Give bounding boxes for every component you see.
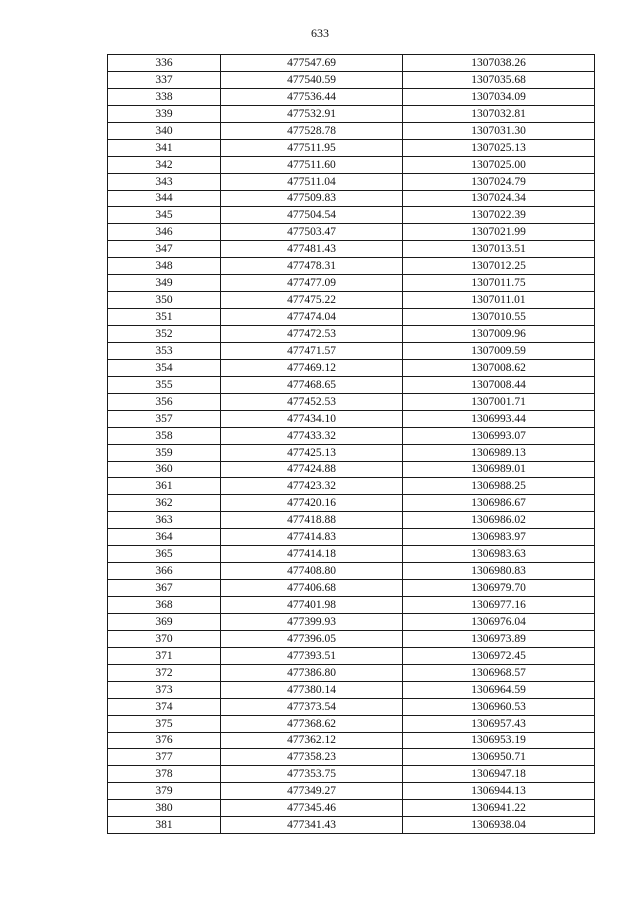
point-number-cell: 381 bbox=[108, 817, 221, 834]
point-number-cell: 361 bbox=[108, 478, 221, 495]
table-row bbox=[108, 88, 595, 105]
point-number-cell: 352 bbox=[108, 326, 221, 343]
coordinates-table bbox=[107, 54, 595, 834]
point-number-cell: 357 bbox=[108, 410, 221, 427]
point-number-cell: 370 bbox=[108, 630, 221, 647]
table-row bbox=[108, 309, 595, 326]
page-number: 633 bbox=[311, 26, 329, 40]
y-coordinate-cell: 1306986.67 bbox=[403, 495, 595, 512]
y-coordinate-cell: 1307024.79 bbox=[403, 173, 595, 190]
point-number-cell: 364 bbox=[108, 529, 221, 546]
y-coordinate-cell: 1307010.55 bbox=[403, 309, 595, 326]
point-number-cell: 367 bbox=[108, 580, 221, 597]
y-coordinate-cell: 1306960.53 bbox=[403, 698, 595, 715]
y-coordinate-cell: 1306980.83 bbox=[403, 563, 595, 580]
x-coordinate-cell: 477509.83 bbox=[221, 190, 403, 207]
point-number-cell: 362 bbox=[108, 495, 221, 512]
point-number-cell: 346 bbox=[108, 224, 221, 241]
point-number-cell: 377 bbox=[108, 749, 221, 766]
table-row bbox=[108, 664, 595, 681]
y-coordinate-cell: 1307021.99 bbox=[403, 224, 595, 241]
point-number-cell: 350 bbox=[108, 292, 221, 309]
y-coordinate-cell: 1306941.22 bbox=[403, 800, 595, 817]
x-coordinate-cell: 477414.18 bbox=[221, 546, 403, 563]
table-row bbox=[108, 597, 595, 614]
y-coordinate-cell: 1307011.01 bbox=[403, 292, 595, 309]
x-coordinate-cell: 477423.32 bbox=[221, 478, 403, 495]
y-coordinate-cell: 1307034.09 bbox=[403, 88, 595, 105]
x-coordinate-cell: 477414.83 bbox=[221, 529, 403, 546]
y-coordinate-cell: 1307025.00 bbox=[403, 156, 595, 173]
point-number-cell: 345 bbox=[108, 207, 221, 224]
table-row bbox=[108, 292, 595, 309]
y-coordinate-cell: 1306972.45 bbox=[403, 647, 595, 664]
table-row bbox=[108, 580, 595, 597]
point-number-cell: 339 bbox=[108, 105, 221, 122]
x-coordinate-cell: 477472.53 bbox=[221, 326, 403, 343]
x-coordinate-cell: 477393.51 bbox=[221, 647, 403, 664]
point-number-cell: 380 bbox=[108, 800, 221, 817]
y-coordinate-cell: 1307022.39 bbox=[403, 207, 595, 224]
x-coordinate-cell: 477532.91 bbox=[221, 105, 403, 122]
point-number-cell: 351 bbox=[108, 309, 221, 326]
point-number-cell: 347 bbox=[108, 241, 221, 258]
y-coordinate-cell: 1306983.97 bbox=[403, 529, 595, 546]
table-row bbox=[108, 647, 595, 664]
table-row bbox=[108, 529, 595, 546]
y-coordinate-cell: 1306964.59 bbox=[403, 681, 595, 698]
table-row bbox=[108, 681, 595, 698]
y-coordinate-cell: 1306993.07 bbox=[403, 427, 595, 444]
table-row bbox=[108, 122, 595, 139]
x-coordinate-cell: 477368.62 bbox=[221, 715, 403, 732]
table-row bbox=[108, 190, 595, 207]
point-number-cell: 354 bbox=[108, 359, 221, 376]
point-number-cell: 343 bbox=[108, 173, 221, 190]
x-coordinate-cell: 477471.57 bbox=[221, 342, 403, 359]
table-row bbox=[108, 512, 595, 529]
table-row bbox=[108, 478, 595, 495]
x-coordinate-cell: 477536.44 bbox=[221, 88, 403, 105]
table-row bbox=[108, 749, 595, 766]
x-coordinate-cell: 477477.09 bbox=[221, 275, 403, 292]
y-coordinate-cell: 1306947.18 bbox=[403, 766, 595, 783]
point-number-cell: 353 bbox=[108, 342, 221, 359]
point-number-cell: 378 bbox=[108, 766, 221, 783]
x-coordinate-cell: 477380.14 bbox=[221, 681, 403, 698]
table-row bbox=[108, 546, 595, 563]
point-number-cell: 337 bbox=[108, 71, 221, 88]
table-row bbox=[108, 800, 595, 817]
y-coordinate-cell: 1307008.62 bbox=[403, 359, 595, 376]
y-coordinate-cell: 1306953.19 bbox=[403, 732, 595, 749]
y-coordinate-cell: 1307038.26 bbox=[403, 55, 595, 72]
x-coordinate-cell: 477420.16 bbox=[221, 495, 403, 512]
x-coordinate-cell: 477401.98 bbox=[221, 597, 403, 614]
table-row bbox=[108, 783, 595, 800]
point-number-cell: 338 bbox=[108, 88, 221, 105]
table-row bbox=[108, 410, 595, 427]
x-coordinate-cell: 477540.59 bbox=[221, 71, 403, 88]
table-row bbox=[108, 698, 595, 715]
table-row bbox=[108, 393, 595, 410]
y-coordinate-cell: 1306950.71 bbox=[403, 749, 595, 766]
table-row bbox=[108, 359, 595, 376]
table-row bbox=[108, 766, 595, 783]
x-coordinate-cell: 477418.88 bbox=[221, 512, 403, 529]
y-coordinate-cell: 1307031.30 bbox=[403, 122, 595, 139]
table-row bbox=[108, 105, 595, 122]
x-coordinate-cell: 477386.80 bbox=[221, 664, 403, 681]
x-coordinate-cell: 477474.04 bbox=[221, 309, 403, 326]
x-coordinate-cell: 477408.80 bbox=[221, 563, 403, 580]
y-coordinate-cell: 1307024.34 bbox=[403, 190, 595, 207]
table-row bbox=[108, 732, 595, 749]
table-row bbox=[108, 630, 595, 647]
table-row bbox=[108, 817, 595, 834]
y-coordinate-cell: 1306979.70 bbox=[403, 580, 595, 597]
table-row bbox=[108, 563, 595, 580]
y-coordinate-cell: 1307035.68 bbox=[403, 71, 595, 88]
point-number-cell: 368 bbox=[108, 597, 221, 614]
point-number-cell: 375 bbox=[108, 715, 221, 732]
x-coordinate-cell: 477345.46 bbox=[221, 800, 403, 817]
y-coordinate-cell: 1307001.71 bbox=[403, 393, 595, 410]
x-coordinate-cell: 477478.31 bbox=[221, 258, 403, 275]
y-coordinate-cell: 1306944.13 bbox=[403, 783, 595, 800]
point-number-cell: 371 bbox=[108, 647, 221, 664]
x-coordinate-cell: 477511.60 bbox=[221, 156, 403, 173]
y-coordinate-cell: 1306988.25 bbox=[403, 478, 595, 495]
x-coordinate-cell: 477528.78 bbox=[221, 122, 403, 139]
point-number-cell: 336 bbox=[108, 55, 221, 72]
table-row bbox=[108, 258, 595, 275]
table-row bbox=[108, 715, 595, 732]
y-coordinate-cell: 1307011.75 bbox=[403, 275, 595, 292]
x-coordinate-cell: 477424.88 bbox=[221, 461, 403, 478]
x-coordinate-cell: 477399.93 bbox=[221, 613, 403, 630]
x-coordinate-cell: 477353.75 bbox=[221, 766, 403, 783]
y-coordinate-cell: 1306973.89 bbox=[403, 630, 595, 647]
x-coordinate-cell: 477406.68 bbox=[221, 580, 403, 597]
x-coordinate-cell: 477341.43 bbox=[221, 817, 403, 834]
table-row bbox=[108, 376, 595, 393]
point-number-cell: 358 bbox=[108, 427, 221, 444]
table-row bbox=[108, 173, 595, 190]
y-coordinate-cell: 1306989.01 bbox=[403, 461, 595, 478]
point-number-cell: 340 bbox=[108, 122, 221, 139]
table-row bbox=[108, 71, 595, 88]
table-row bbox=[108, 207, 595, 224]
point-number-cell: 372 bbox=[108, 664, 221, 681]
x-coordinate-cell: 477511.95 bbox=[221, 139, 403, 156]
table-row bbox=[108, 55, 595, 72]
point-number-cell: 365 bbox=[108, 546, 221, 563]
y-coordinate-cell: 1306983.63 bbox=[403, 546, 595, 563]
y-coordinate-cell: 1307012.25 bbox=[403, 258, 595, 275]
y-coordinate-cell: 1306957.43 bbox=[403, 715, 595, 732]
table-row bbox=[108, 224, 595, 241]
point-number-cell: 359 bbox=[108, 444, 221, 461]
x-coordinate-cell: 477468.65 bbox=[221, 376, 403, 393]
table-row bbox=[108, 613, 595, 630]
x-coordinate-cell: 477481.43 bbox=[221, 241, 403, 258]
coordinates-table-body bbox=[108, 55, 595, 834]
x-coordinate-cell: 477503.47 bbox=[221, 224, 403, 241]
x-coordinate-cell: 477452.53 bbox=[221, 393, 403, 410]
x-coordinate-cell: 477475.22 bbox=[221, 292, 403, 309]
table-row bbox=[108, 427, 595, 444]
y-coordinate-cell: 1307009.96 bbox=[403, 326, 595, 343]
y-coordinate-cell: 1306976.04 bbox=[403, 613, 595, 630]
point-number-cell: 360 bbox=[108, 461, 221, 478]
table-row bbox=[108, 495, 595, 512]
x-coordinate-cell: 477504.54 bbox=[221, 207, 403, 224]
point-number-cell: 363 bbox=[108, 512, 221, 529]
x-coordinate-cell: 477547.69 bbox=[221, 55, 403, 72]
y-coordinate-cell: 1306977.16 bbox=[403, 597, 595, 614]
x-coordinate-cell: 477425.13 bbox=[221, 444, 403, 461]
y-coordinate-cell: 1307009.59 bbox=[403, 342, 595, 359]
table-row bbox=[108, 275, 595, 292]
point-number-cell: 373 bbox=[108, 681, 221, 698]
point-number-cell: 379 bbox=[108, 783, 221, 800]
y-coordinate-cell: 1306986.02 bbox=[403, 512, 595, 529]
table-row bbox=[108, 326, 595, 343]
table-row bbox=[108, 156, 595, 173]
point-number-cell: 342 bbox=[108, 156, 221, 173]
point-number-cell: 355 bbox=[108, 376, 221, 393]
point-number-cell: 369 bbox=[108, 613, 221, 630]
point-number-cell: 376 bbox=[108, 732, 221, 749]
point-number-cell: 348 bbox=[108, 258, 221, 275]
y-coordinate-cell: 1307013.51 bbox=[403, 241, 595, 258]
x-coordinate-cell: 477511.04 bbox=[221, 173, 403, 190]
y-coordinate-cell: 1307032.81 bbox=[403, 105, 595, 122]
x-coordinate-cell: 477362.12 bbox=[221, 732, 403, 749]
table-row bbox=[108, 241, 595, 258]
y-coordinate-cell: 1307025.13 bbox=[403, 139, 595, 156]
x-coordinate-cell: 477373.54 bbox=[221, 698, 403, 715]
table-row bbox=[108, 139, 595, 156]
y-coordinate-cell: 1306993.44 bbox=[403, 410, 595, 427]
point-number-cell: 344 bbox=[108, 190, 221, 207]
x-coordinate-cell: 477433.32 bbox=[221, 427, 403, 444]
table-row bbox=[108, 342, 595, 359]
x-coordinate-cell: 477349.27 bbox=[221, 783, 403, 800]
x-coordinate-cell: 477469.12 bbox=[221, 359, 403, 376]
y-coordinate-cell: 1306938.04 bbox=[403, 817, 595, 834]
x-coordinate-cell: 477434.10 bbox=[221, 410, 403, 427]
y-coordinate-cell: 1306989.13 bbox=[403, 444, 595, 461]
point-number-cell: 366 bbox=[108, 563, 221, 580]
y-coordinate-cell: 1307008.44 bbox=[403, 376, 595, 393]
point-number-cell: 349 bbox=[108, 275, 221, 292]
table-row bbox=[108, 444, 595, 461]
table-row bbox=[108, 461, 595, 478]
point-number-cell: 374 bbox=[108, 698, 221, 715]
point-number-cell: 356 bbox=[108, 393, 221, 410]
y-coordinate-cell: 1306968.57 bbox=[403, 664, 595, 681]
x-coordinate-cell: 477358.23 bbox=[221, 749, 403, 766]
x-coordinate-cell: 477396.05 bbox=[221, 630, 403, 647]
point-number-cell: 341 bbox=[108, 139, 221, 156]
